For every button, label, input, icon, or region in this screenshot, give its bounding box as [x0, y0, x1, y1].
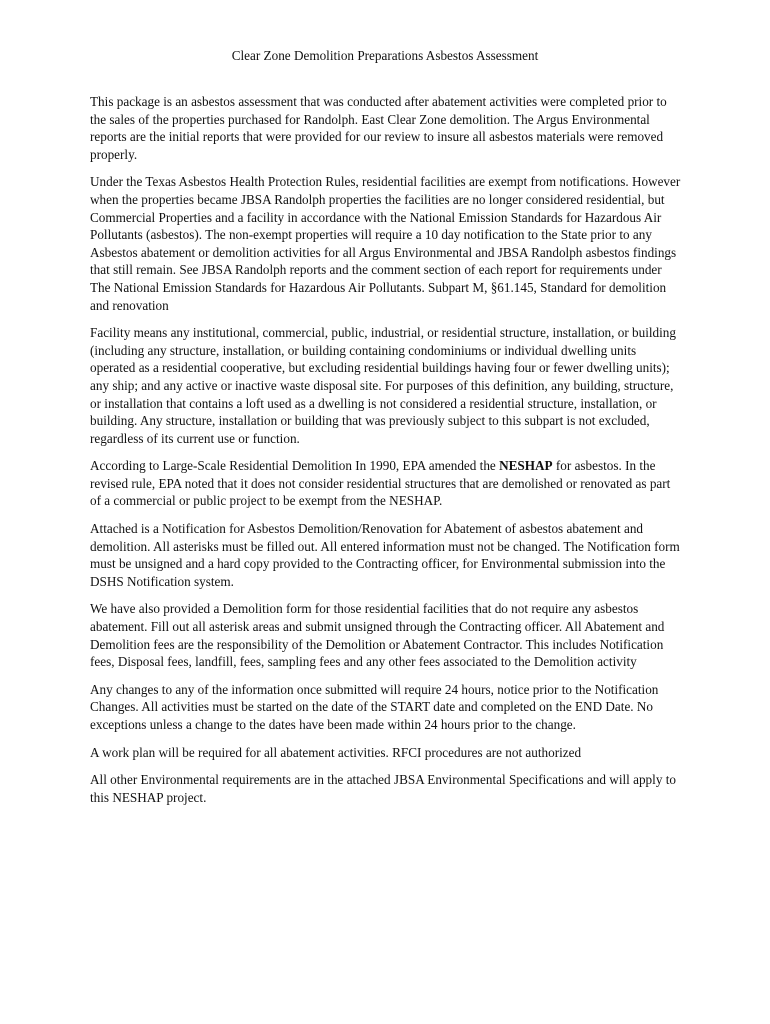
neshap-text-after: for asbestos. In the revised rule, EPA noted that it does not consider residential structures that are demolished or renovated as part of a commercial or public project to be exempt from the NESHAP. — [90, 458, 671, 509]
paragraph-changes: Any changes to any of the information once submitted will require 24 hours, notice prior to the Notification Changes. All activities must be started on the date of the START date and completed on the END Date. No exceptions unless a change to the dates have been made within 24 hours prior to the change. — [90, 681, 659, 732]
document-title: Clear Zone Demolition Preparations Asbestos Assessment — [231, 48, 539, 63]
neshap-bold-term: NESHAP — [499, 458, 553, 474]
paragraph-facility-definition: Facility means any institutional, commercial, public, industrial, or residential structure, installation, or building (including any structure, installation, or building containing condominiums or individual dwelling units operated as a residential cooperative, but excluding residential buildings having four or fewer dwelling units); any ship; and any active or inactive waste disposal site. For purposes of this definition, any building, structure, or installation that contains a loft used as a dwelling is not considered a residential structure, installation, or building. Any structure, installation or building that was previously subject to this subpart is not excluded, regardless of its current use or function. — [90, 325, 676, 446]
paragraph-assessment-intro: This package is an asbestos assessment that was conducted after abatement activities were completed prior to the sales of the properties purchased for Randolph. East Clear Zone demolition. The Argus Environmental reports are the initial reports that were provided for our review to insure all asbestos materials were removed properly. — [90, 94, 667, 162]
neshap-text-before: According to Large-Scale Residential Demolition In 1990, EPA amended the — [90, 458, 500, 474]
paragraph-notification-form: Attached is a Notification for Asbestos Demolition/Renovation for Abatement of asbestos abatement and demolition. All asterisks must be filled out. All entered information must not be changed. The Notification form must be unsigned and a hard copy provided to the Contracting officer, for Environmental submission into the DSHS Notification system. — [90, 521, 680, 589]
paragraph-texas-rules: Under the Texas Asbestos Health Protection Rules, residential facilities are exempt from notifications. However when the properties became JBSA Randolph properties the facilities are no longer considered residential, but Commercial Properties and a facility in accordance with the National Emission Standards for Hazardous Air Pollutants (asbestos). The non-exempt properties will require a 10 day notification to the State prior to any Asbestos abatement or demolition activities for all Argus Environmental and JBSA Randolph asbestos findings that still remain. See JBSA Randolph reports and the comment section of each report for requirements under The National Emission Standards for Hazardous Air Pollutants. Subpart M, §61.145, Standard for demolition and renovation — [90, 174, 681, 313]
paragraph-neshap-amendment — [90, 457, 682, 510]
document-body — [90, 93, 682, 816]
paragraph-work-plan: A work plan will be required for all abatement activities. RFCI procedures are not authorized — [90, 744, 582, 760]
paragraph-demolition-form: We have also provided a Demolition form for those residential facilities that do not require any asbestos abatement. Fill out all asterisk areas and submit unsigned through the Contracting officer. All Abatement and Demolition fees are the responsibility of the Demolition or Abatement Contractor. This includes Notification fees, Disposal fees, landfill, fees, sampling fees and any other fees associated to the Demolition activity — [90, 601, 665, 670]
paragraph-environmental-requirements: All other Environmental requirements are in the attached JBSA Environmental Specifications and will apply to this NESHAP project. — [90, 772, 676, 805]
